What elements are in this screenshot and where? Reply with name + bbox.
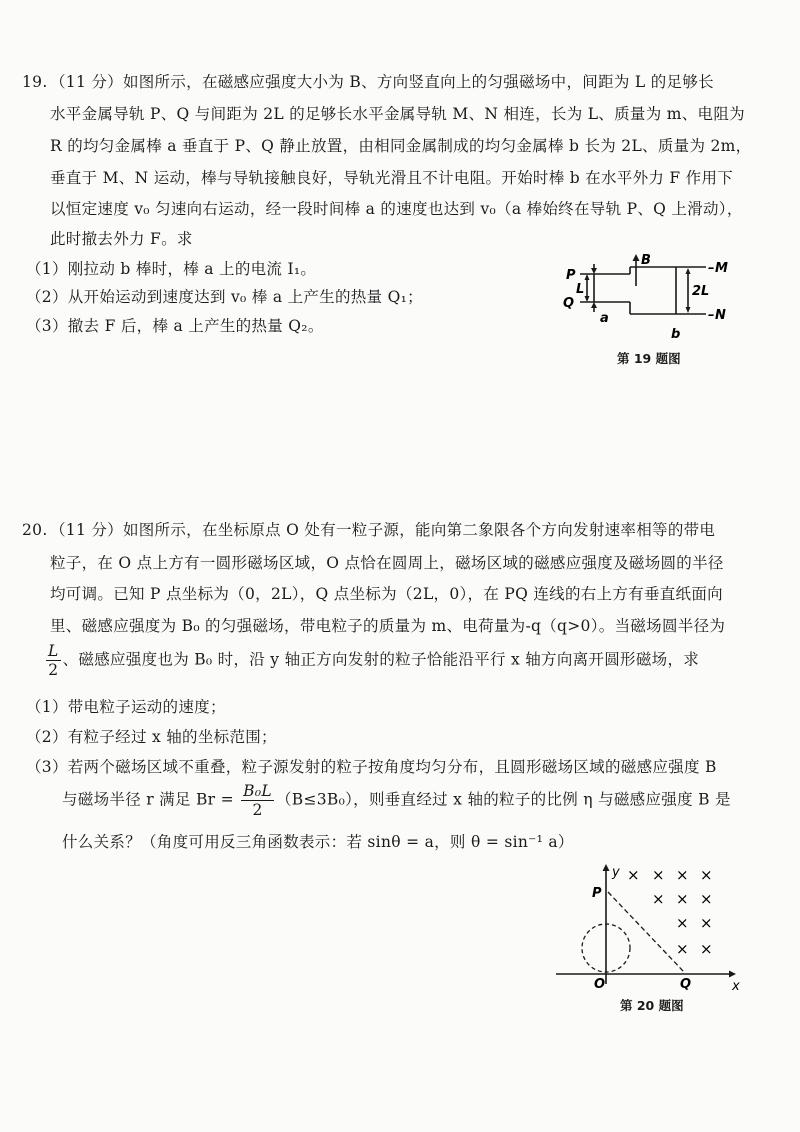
label-n-dash: – bbox=[708, 308, 715, 323]
svg-text:×: × bbox=[627, 866, 640, 884]
label-2l: 2L bbox=[692, 284, 710, 299]
svg-text:×: × bbox=[700, 890, 713, 908]
q20-figure bbox=[548, 862, 748, 992]
label-b: b bbox=[671, 327, 681, 342]
fraction-l-over-2: $\frac{L}{2}$ bbox=[48, 642, 59, 679]
q20-subq-3b: 与磁场半径 r 满足 Br = $\frac{\text{B₀L}}{2}$ （B≤3B₀），则垂直经过 x 轴的粒子的比例 η 与磁感应强度 B 是 bbox=[62, 782, 731, 819]
q20-number: 20. bbox=[22, 521, 48, 539]
q19-line-1: （11 分）如图所示，在磁感应强度大小为 B、方向竖直向上的匀强磁场中，间距为 L 的足够长 bbox=[50, 73, 714, 91]
svg-text:×: × bbox=[700, 866, 713, 884]
svg-text:×: × bbox=[700, 940, 713, 958]
q19-subq-2: （2）从开始运动到速度达到 v₀ 棒 a 上产生的热量 Q₁； bbox=[26, 288, 423, 306]
label-q: Q bbox=[680, 977, 692, 992]
q19-figure bbox=[558, 250, 738, 350]
q20-subq-1: （1）带电粒子运动的速度； bbox=[26, 698, 226, 716]
svg-text:×: × bbox=[676, 866, 689, 884]
q19-line-5: 以恒定速度 v₀ 匀速向右运动，经一段时间棒 a 的速度也达到 v₀（a 棒始终在导轨 P、Q 上滑动）， bbox=[50, 200, 743, 218]
label-x: x bbox=[732, 979, 740, 992]
field-crosses bbox=[627, 866, 713, 958]
label-a: a bbox=[600, 311, 609, 326]
label-p: P bbox=[566, 268, 576, 283]
label-y: y bbox=[612, 865, 620, 880]
pq-line bbox=[608, 892, 684, 972]
q20-subq-2: （2）有粒子经过 x 轴的坐标范围； bbox=[26, 728, 277, 746]
svg-text:×: × bbox=[676, 940, 689, 958]
q19-line-6: 此时撤去外力 F。求 bbox=[50, 230, 193, 248]
q20-subq-3a: （3）若两个磁场区域不重叠，粒子源发射的粒子按角度均匀分布，且圆形磁场区域的磁感应强度 B bbox=[26, 758, 717, 776]
q20-line-1: （11 分）如图所示，在坐标原点 O 处有一粒子源，能向第二象限各个方向发射速率相等的带电 bbox=[50, 521, 716, 539]
q20-caption: 第 20 题图 bbox=[620, 998, 684, 1013]
label-m-text: M bbox=[715, 261, 728, 276]
label-n: N bbox=[715, 308, 726, 323]
q19-line-4: 垂直于 M、N 运动，棒与导轨接触良好，导轨光滑且不计电阻。开始时棒 b 在水平外力 F 作用下 bbox=[50, 169, 734, 187]
svg-text:×: × bbox=[676, 914, 689, 932]
svg-text:×: × bbox=[676, 890, 689, 908]
q19-line-2: 水平金属导轨 P、Q 与间距为 2L 的足够长水平金属导轨 M、N 相连，长为 L、质量为 m、电阻为 bbox=[50, 105, 745, 123]
q20-line-3: 均可调。已知 P 点坐标为（0，2L），Q 点坐标为（2L，0），在 PQ 连线的右上方有垂直纸面向 bbox=[50, 585, 723, 603]
q19-subq-3: （3）撤去 F 后，棒 a 上产生的热量 Q₂。 bbox=[26, 317, 324, 335]
q19-caption: 第 19 题图 bbox=[617, 351, 681, 366]
q19-number: 19. bbox=[22, 73, 48, 91]
label-m: – bbox=[708, 261, 715, 276]
fraction-b0l-over-2: $\frac{\text{B₀L}}{2}$ bbox=[243, 782, 272, 819]
svg-text:×: × bbox=[652, 866, 665, 884]
q20-line-4: 里、磁感应强度为 B₀ 的匀强磁场，带电粒子的质量为 m、电荷量为-q（q>0）。当磁场圆半径为 bbox=[50, 617, 726, 635]
label-l: L bbox=[576, 282, 585, 297]
label-q: Q bbox=[563, 296, 575, 311]
label-b-field: B bbox=[641, 253, 651, 268]
svg-text:×: × bbox=[700, 914, 713, 932]
q20-line-5: $\frac{L}{2}$ 、磁感应强度也为 B₀ 时，沿 y 轴正方向发射的粒子恰能沿平行 x 轴方向离开圆形磁场，求 bbox=[48, 642, 700, 679]
svg-text:×: × bbox=[652, 890, 665, 908]
label-p: P bbox=[592, 886, 602, 901]
q20-line-2: 粒子，在 O 点上方有一圆形磁场区域，O 点恰在圆周上，磁场区域的磁感应强度及磁场圆的半径 bbox=[50, 554, 724, 572]
q19-line-3: R 的均匀金属棒 a 垂直于 P、Q 静止放置，由相同金属制成的均匀金属棒 b 长为 2L、质量为 2m， bbox=[50, 137, 752, 155]
label-o: O bbox=[594, 977, 606, 992]
q19-subq-1: （1）刚拉动 b 棒时，棒 a 上的电流 I₁。 bbox=[26, 260, 317, 278]
q20-subq-3c: 什么关系？（角度可用反三角函数表示：若 sinθ = a，则 θ = sin⁻¹ a） bbox=[62, 833, 574, 851]
